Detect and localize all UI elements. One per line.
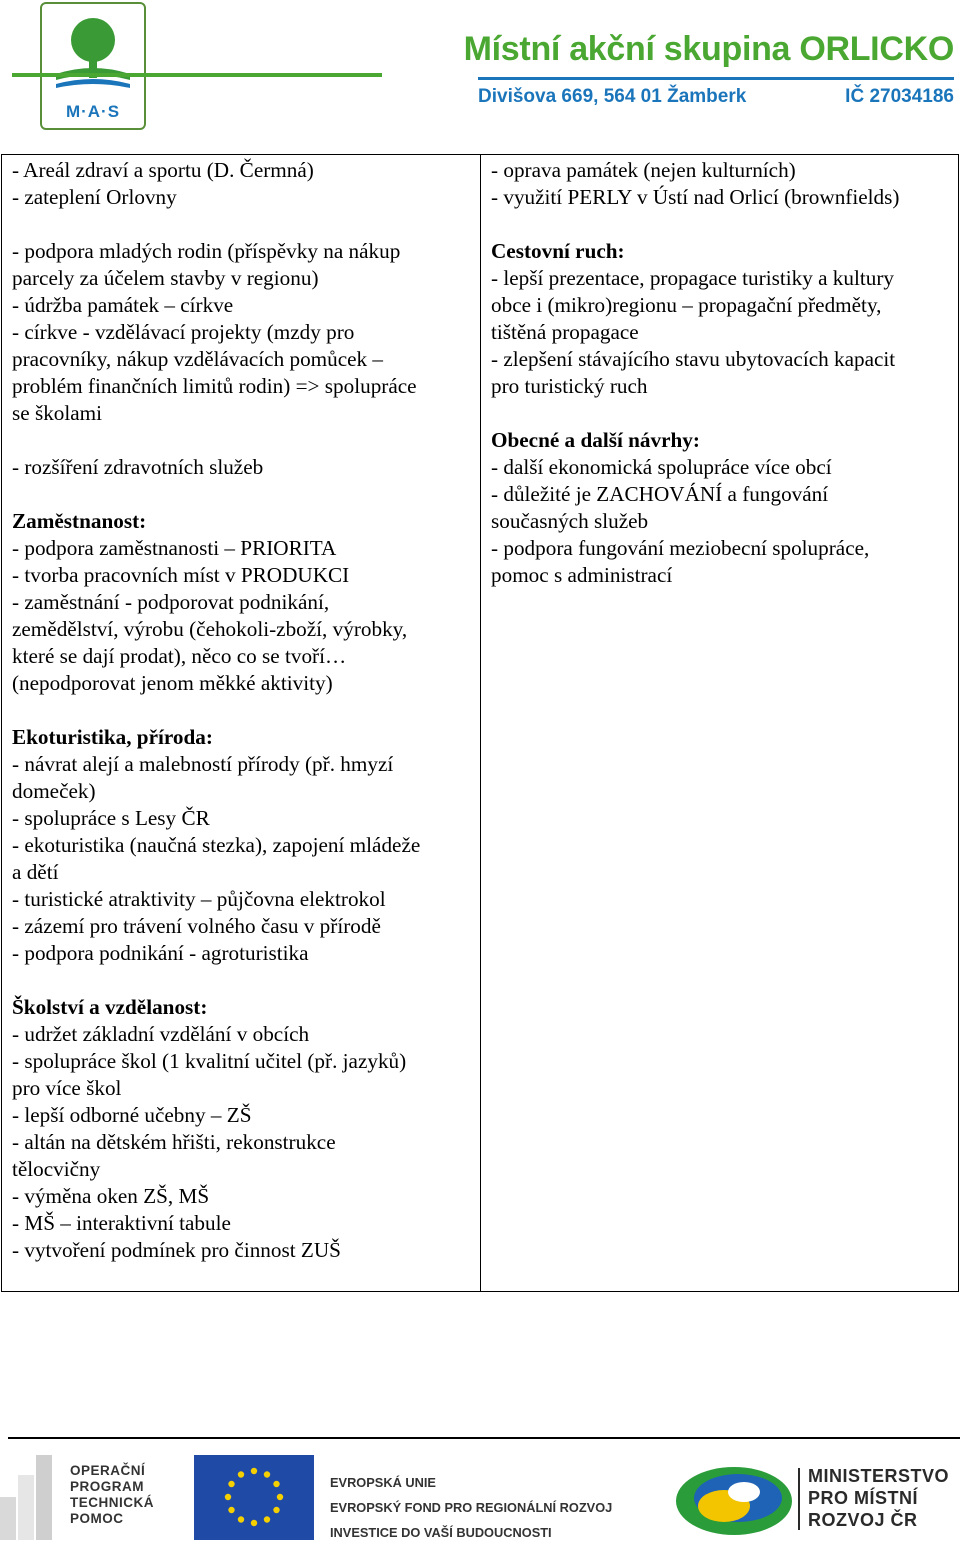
logo-text: M·A·S	[65, 102, 121, 121]
eu-star-icon	[238, 1516, 244, 1522]
text-line: - MŠ – interaktivní tabule	[12, 1211, 231, 1235]
op-bars-icon	[0, 1455, 60, 1540]
text-line: tištěná propagace	[491, 320, 639, 344]
op-tp-line: TECHNICKÁ	[70, 1495, 154, 1510]
eu-star-icon	[273, 1507, 279, 1513]
text-line: - spolupráce škol (1 kvalitní učitel (př. jazyků)	[12, 1049, 407, 1073]
organization-id: IČ 27034186	[845, 86, 954, 107]
text-line: - spolupráce s Lesy ČR	[12, 806, 210, 830]
text-line: pracovníky, nákup vzdělávacích pomůcek –	[12, 347, 384, 371]
blank-line	[491, 211, 953, 238]
organization-name: Místní akční skupina ORLICKO	[463, 30, 954, 68]
text-line: - zateplení Orlovny	[12, 185, 177, 209]
text-line: obce i (mikro)regionu – propagační předměty,	[491, 293, 882, 317]
blank-line	[12, 427, 474, 454]
eu-star-icon	[264, 1516, 270, 1522]
tree-icon	[42, 4, 144, 104]
text-line: - podpora fungování meziobecní spolupráce,	[491, 536, 870, 560]
text-line: - lepší odborné učebny – ZŠ	[12, 1103, 252, 1127]
text-line: - podpora podnikání - agroturistika	[12, 941, 309, 965]
text-line: - turistické atraktivity – půjčovna elektrokol	[12, 887, 386, 911]
text-line: - další ekonomická spolupráce více obcí	[491, 455, 832, 479]
eu-star-icon	[251, 1520, 257, 1526]
section-heading: Obecné a další návrhy:	[491, 428, 700, 452]
eu-star-icon	[251, 1468, 257, 1474]
eu-star-icon	[225, 1494, 231, 1500]
text-line: - altán na dětském hřišti, rekonstrukce	[12, 1130, 336, 1154]
op-tp-line: OPERAČNÍ	[70, 1463, 146, 1478]
mmr-text	[808, 1465, 949, 1531]
text-line: pomoc s administrací	[491, 563, 673, 587]
blank-line	[12, 211, 474, 238]
header-rule-blue	[478, 77, 954, 80]
organization-address: Divišova 669, 564 01 Žamberk	[478, 86, 747, 107]
text-line: které se dají prodat), něco co se tvoří…	[12, 644, 347, 668]
eu-star-icon	[238, 1471, 244, 1477]
column-divider	[480, 155, 481, 1291]
section-heading: Cestovní ruch:	[491, 239, 625, 263]
text-line: - církve - vzdělávací projekty (mzdy pro	[12, 320, 355, 344]
text-line: - lepší prezentace, propagace turistiky a kultury	[491, 266, 894, 290]
text-line: - ekoturistika (naučná stezka), zapojení mládeže	[12, 833, 421, 857]
eu-line: INVESTICE DO VAŠÍ BUDOUCNOSTI	[330, 1525, 552, 1540]
mmr-line: MINISTERSTVO	[808, 1466, 950, 1486]
footer-rule	[8, 1437, 960, 1439]
section-heading: Školství a vzdělanost:	[12, 995, 208, 1019]
eu-text	[330, 1470, 612, 1545]
eu-star-icon	[273, 1481, 279, 1487]
text-line: - využití PERLY v Ústí nad Orlicí (brownfields)	[491, 185, 900, 209]
text-line: pro více škol	[12, 1076, 122, 1100]
section-heading: Zaměstnanost:	[12, 509, 147, 533]
text-line: (nepodporovat jenom měkké aktivity)	[12, 671, 333, 695]
text-line: - návrat alejí a malebností přírody (př. hmyzí	[12, 752, 394, 776]
section-heading: Ekoturistika, příroda:	[12, 725, 213, 749]
text-line: parcely za účelem stavby v regionu)	[12, 266, 319, 290]
text-line: - rozšíření zdravotních služeb	[12, 455, 264, 479]
op-tp-line: POMOC	[70, 1511, 124, 1526]
eu-star-icon	[277, 1494, 283, 1500]
text-line: - tvorba pracovních míst v PRODUKCI	[12, 563, 350, 587]
header-rule-green	[12, 73, 382, 77]
text-line: současných služeb	[491, 509, 649, 533]
text-line: pro turistický ruch	[491, 374, 648, 398]
text-line: - výměna oken ZŠ, MŠ	[12, 1184, 210, 1208]
right-column	[491, 157, 953, 589]
text-line: - Areál zdraví a sportu (D. Čermná)	[12, 158, 314, 182]
mas-logo	[40, 2, 146, 130]
text-line: se školami	[12, 401, 103, 425]
text-line: a dětí	[12, 860, 59, 884]
mmr-line: PRO MÍSTNÍ	[808, 1488, 919, 1508]
blank-line	[491, 400, 953, 427]
eu-star-icon	[228, 1481, 234, 1487]
text-line: - udržet základní vzdělání v obcích	[12, 1022, 310, 1046]
text-line: - vytvoření podmínek pro činnost ZUŠ	[12, 1238, 341, 1262]
text-line: problém finančních limitů rodin) => spolupráce	[12, 374, 417, 398]
eu-flag-icon	[194, 1455, 314, 1540]
text-line: - oprava památek (nejen kulturních)	[491, 158, 796, 182]
text-line: - podpora zaměstnanosti – PRIORITA	[12, 536, 337, 560]
eu-line: EVROPSKÝ FOND PRO REGIONÁLNÍ ROZVOJ	[330, 1500, 613, 1515]
blank-line	[12, 967, 474, 994]
text-line: - zlepšení stávajícího stavu ubytovacích kapacit	[491, 347, 896, 371]
eu-star-icon	[264, 1471, 270, 1477]
text-line: - důležité je ZACHOVÁNÍ a fungování	[491, 482, 829, 506]
op-tp-line: PROGRAM	[70, 1479, 144, 1494]
text-line: - údržba památek – církve	[12, 293, 234, 317]
text-line: tělocvičny	[12, 1157, 101, 1181]
mmr-separator	[798, 1468, 800, 1530]
text-line: zemědělství, výrobu (čehokoli-zboží, výrobky,	[12, 617, 408, 641]
eu-star-icon	[228, 1507, 234, 1513]
blank-line	[12, 481, 474, 508]
text-line: domeček)	[12, 779, 96, 803]
eu-line: EVROPSKÁ UNIE	[330, 1475, 436, 1490]
mmr-logo-icon	[674, 1462, 794, 1540]
letterhead	[0, 0, 960, 140]
text-line: - podpora mladých rodin (příspěvky na nákup	[12, 239, 401, 263]
left-column	[12, 157, 474, 1264]
mmr-line: ROZVOJ ČR	[808, 1510, 918, 1530]
proposals-table	[1, 154, 959, 1292]
text-line: - zaměstnání - podporovat podnikání,	[12, 590, 330, 614]
text-line: - zázemí pro trávení volného času v přírodě	[12, 914, 381, 938]
op-tp-text	[70, 1463, 154, 1527]
blank-line	[12, 697, 474, 724]
